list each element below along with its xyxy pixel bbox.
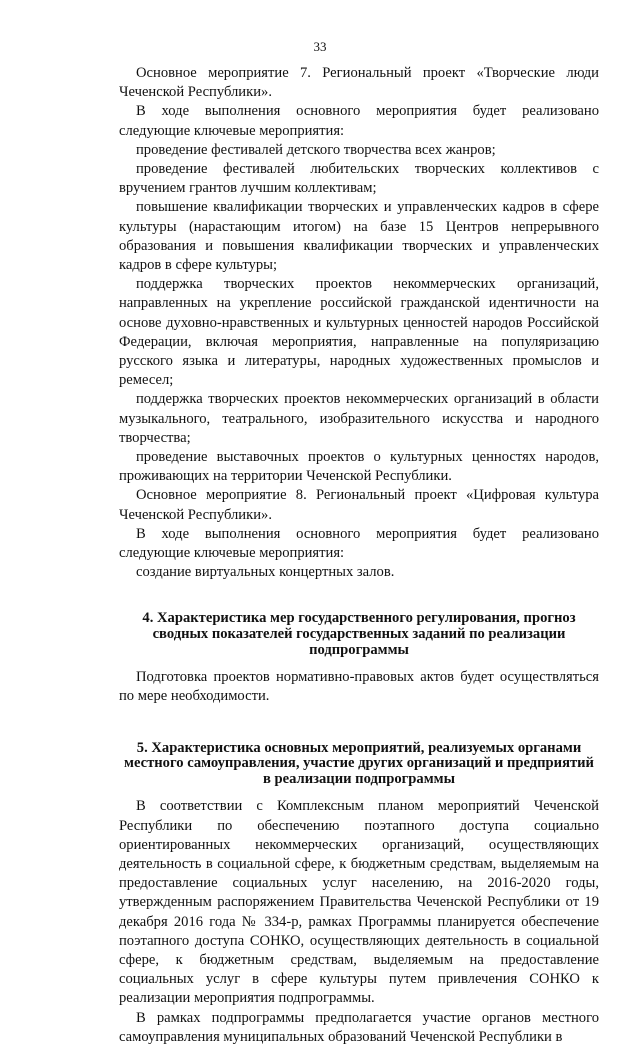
paragraph-section-4: Подготовка проектов нормативно-правовых актов будет осуществляться по мере необходимости. [119,669,599,705]
paragraph-main-event-7: Основное мероприятие 7. Региональный проект «Творческие люди Чеченской Республики». [119,65,599,101]
list-item-support-identity: поддержка творческих проектов некоммерческих организаций, направленных на укрепление российской гражданской идентичности на основе духовно-нравственных и культурных ценностей народов Российской Федерации, включая мероприятия, направленные на популяризацию русского языка и литературы, народных художественных промыслов и ремесел; [119,276,599,389]
list-item-children-festivals: проведение фестивалей детского творчества всех жанров; [136,141,496,158]
page-number: 33 [313,39,327,54]
paragraph-main-event-8: Основное мероприятие 8. Региональный проект «Цифровая культура Чеченской Республики». [119,487,599,523]
section-heading-4: 4. Характеристика мер государственного регулирования, прогноз сводных показателей государственных заданий по реализации подпрограммы [142,610,576,658]
paragraph-key-events-intro-7: В ходе выполнения основного мероприятия будет реализовано следующие ключевые мероприятия: [119,103,599,139]
section-heading-5: 5. Характеристика основных мероприятий, реализуемых органами местного самоуправления, участие других организаций и предприятий в реализации подпрограммы [124,739,594,787]
document-body [119,64,599,1047]
list-item-amateur-festivals: проведение фестивалей любительских творческих коллективов с вручением грантов лучшим коллективам; [119,161,599,197]
paragraph-local-government: В рамках подпрограммы предполагается участие органов местного самоуправления муниципальных образований Чеченской Республики в [119,1009,599,1045]
list-item-exhibitions: проведение выставочных проектов о культурных ценностях народов, проживающих на территории Чеченской Республики. [119,449,599,485]
paragraph-sonko-plan: В соответствии с Комплексным планом мероприятий Чеченской Республики по обеспечению поэтапного доступа социально ориентированных некоммерческих организаций, осуществляющих деятельность в социальной сфере, к бюджетным средствам, выделяемым на предоставление социальных услуг населению, на 2016-2020 годы, утвержденным распоряжением Правительства Чеченской Республики от 19 декабря 2016 года № 334-р, рамках Программы планируется обеспечение поэтапного доступа СОНКО, осуществляющих деятельность в социальной сфере, к бюджетным средствам, выделяемым на предоставление социальных услуг в сфере культуры путем привлечения СОНКО к реализации мероприятия подпрограммы. [119,798,599,1007]
list-item-virtual-halls: создание виртуальных концертных залов. [136,564,395,581]
list-item-support-arts: поддержка творческих проектов некоммерческих организаций в области музыкального, театрального, изобразительного искусства и народного творчества; [119,391,599,446]
paragraph-key-events-intro-8: В ходе выполнения основного мероприятия будет реализовано следующие ключевые мероприятия: [119,525,599,562]
list-item-qualification: повышение квалификации творческих и управленческих кадров в сфере культуры (нарастающим итогом) на базе 15 Центров непрерывного образования и повышения квалификации творческих и управленческих кадров в сфере культуры; [119,199,599,274]
